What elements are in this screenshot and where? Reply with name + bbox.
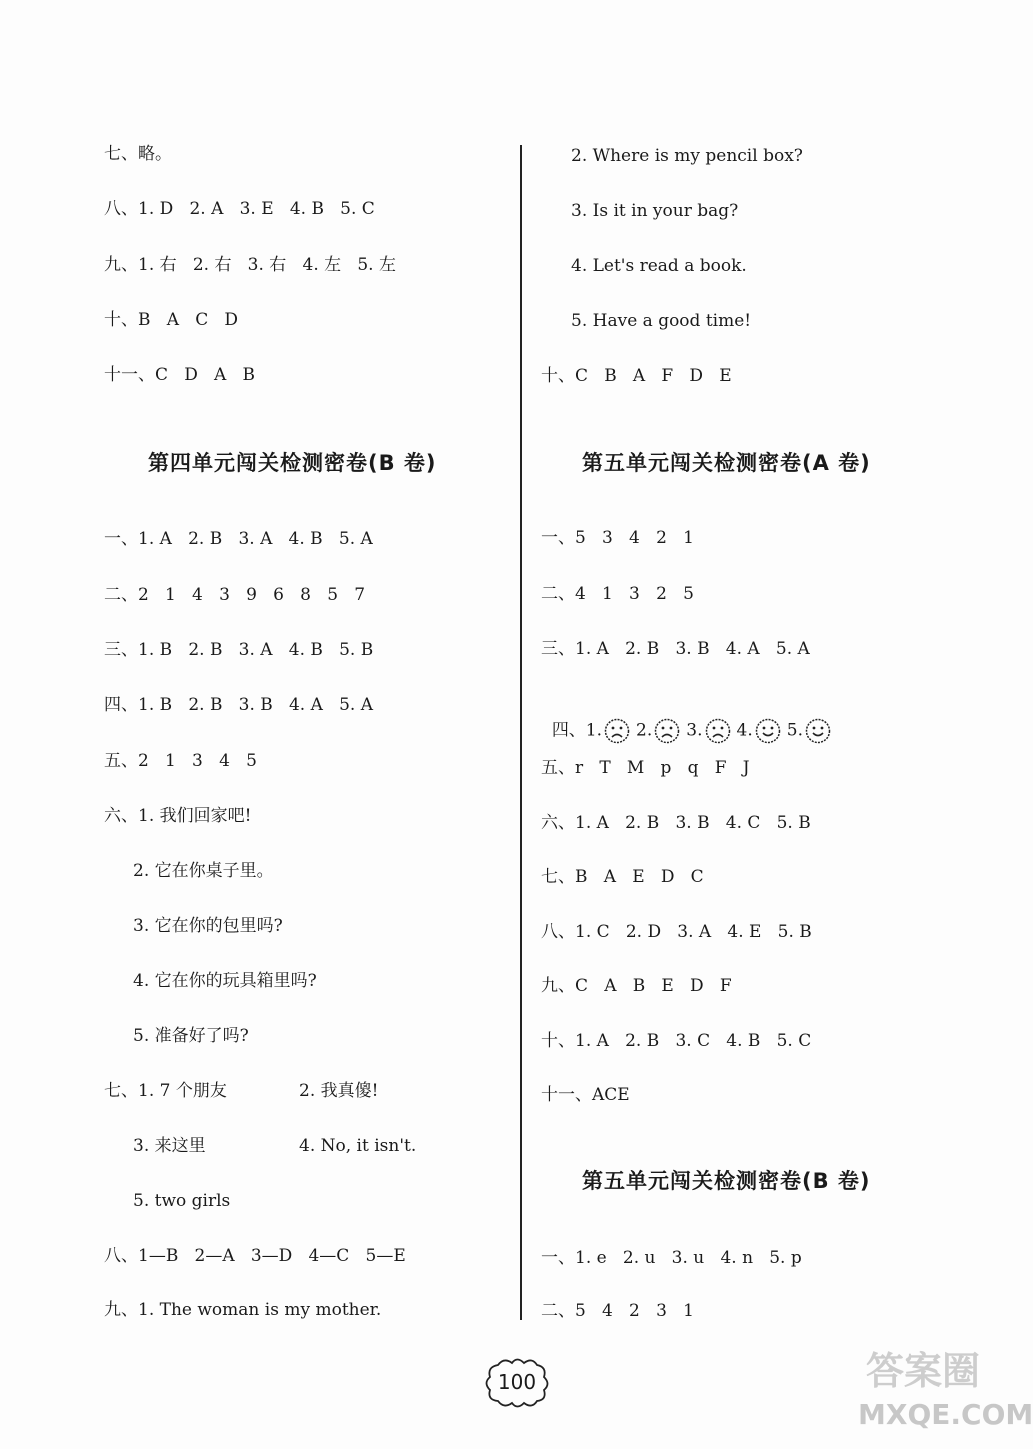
- answer-8-left: 八、1. D 2. A 3. E 4. B 5. C: [104, 199, 375, 219]
- happy-face-icon: [805, 718, 831, 744]
- answer-9-3-right: 3. Is it in your bag?: [571, 201, 739, 221]
- watermark: [858, 1340, 1033, 1440]
- unit4b-answer-6-3: 3. 它在你的包里吗?: [133, 916, 283, 936]
- unit5a-answer-5: 五、r T M p q F J: [541, 758, 750, 778]
- unit4b-answer-7-3: 3. 来这里: [133, 1136, 206, 1156]
- unit5b-answer-2: 二、5 4 2 3 1: [541, 1301, 694, 1321]
- unit4b-answer-6-1: 六、1. 我们回家吧!: [104, 806, 252, 826]
- answer-9-left: 九、1. 右 2. 右 3. 右 4. 左 5. 左: [104, 255, 396, 275]
- unit5a-answer-9: 九、C A B E D F: [541, 976, 732, 996]
- unit4b-answer-5: 五、2 1 3 4 5: [104, 751, 257, 771]
- section-heading-unit5-b: 第五单元闯关检测密卷(B 卷): [582, 1169, 871, 1193]
- unit4b-answer-8: 八、1—B 2—A 3—D 4—C 5—E: [104, 1246, 406, 1266]
- page-number: 100: [497, 1370, 537, 1394]
- section-heading-unit5-a: 第五单元闯关检测密卷(A 卷): [582, 451, 871, 475]
- unit4b-answer-7-5: 5. two girls: [133, 1191, 231, 1211]
- unit5a-answer-10: 十、1. A 2. B 3. C 4. B 5. C: [541, 1031, 812, 1051]
- unit4b-answer-9-1: 九、1. The woman is my mother.: [104, 1300, 382, 1320]
- unit4b-answer-6-4: 4. 它在你的玩具箱里吗?: [133, 971, 317, 991]
- unit4b-answer-1: 一、1. A 2. B 3. A 4. B 5. A: [104, 529, 373, 549]
- unit5a-answer-4-prefix: 四、1.: [551, 720, 603, 741]
- answer-9-4-right: 4. Let's read a book.: [571, 256, 747, 276]
- unit5a-answer-4: [541, 696, 837, 744]
- unit4b-answer-7-1: 七、1. 7 个朋友: [104, 1081, 227, 1101]
- unit5a-answer-4-num5: 5.: [786, 720, 803, 741]
- column-divider: [520, 145, 522, 1320]
- answer-9-2-right: 2. Where is my pencil box?: [571, 146, 803, 166]
- unit5a-answer-1: 一、5 3 4 2 1: [541, 528, 694, 548]
- unit5a-answer-2: 二、4 1 3 2 5: [541, 584, 694, 604]
- unit5a-answer-8: 八、1. C 2. D 3. A 4. E 5. B: [541, 922, 812, 942]
- unit4b-answer-7-2: 2. 我真傻!: [299, 1081, 379, 1101]
- unit5b-answer-1: 一、1. e 2. u 3. u 4. n 5. p: [541, 1248, 802, 1268]
- happy-face-icon: [755, 718, 781, 744]
- unit5a-answer-3: 三、1. A 2. B 3. B 4. A 5. A: [541, 639, 810, 659]
- watermark-url: MXQE.COM: [858, 1398, 1033, 1431]
- unit5a-answer-7: 七、B A E D C: [541, 867, 704, 887]
- unit4b-answer-2: 二、2 1 4 3 9 6 8 5 7: [104, 585, 366, 605]
- sad-face-icon: [604, 718, 630, 744]
- answer-7-left: 七、略。: [104, 144, 172, 164]
- page-number-badge: [484, 1357, 550, 1409]
- answer-9-5-right: 5. Have a good time!: [571, 311, 752, 331]
- answer-10-left: 十、B A C D: [104, 310, 239, 330]
- unit4b-answer-6-2: 2. 它在你桌子里。: [133, 861, 274, 881]
- unit5a-answer-6: 六、1. A 2. B 3. B 4. C 5. B: [541, 813, 811, 833]
- unit5a-answer-11: 十一、ACE: [541, 1085, 630, 1105]
- answer-10-right: 十、C B A F D E: [541, 366, 732, 386]
- unit4b-answer-6-5: 5. 准备好了吗?: [133, 1026, 249, 1046]
- watermark-logo: 答案圈: [866, 1349, 981, 1393]
- unit4b-answer-7-4: 4. No, it isn't.: [299, 1136, 417, 1156]
- unit5a-answer-4-num2: 2.: [636, 720, 653, 741]
- unit5a-answer-4-num3: 3.: [686, 720, 703, 741]
- sad-face-icon: [654, 718, 680, 744]
- section-heading-unit4-b: 第四单元闯关检测密卷(B 卷): [148, 451, 437, 475]
- unit4b-answer-3: 三、1. B 2. B 3. A 4. B 5. B: [104, 640, 374, 660]
- unit5a-answer-4-num4: 4.: [736, 720, 753, 741]
- unit4b-answer-4: 四、1. B 2. B 3. B 4. A 5. A: [104, 695, 373, 715]
- answer-11-left: 十一、C D A B: [104, 365, 256, 385]
- sad-face-icon: [705, 718, 731, 744]
